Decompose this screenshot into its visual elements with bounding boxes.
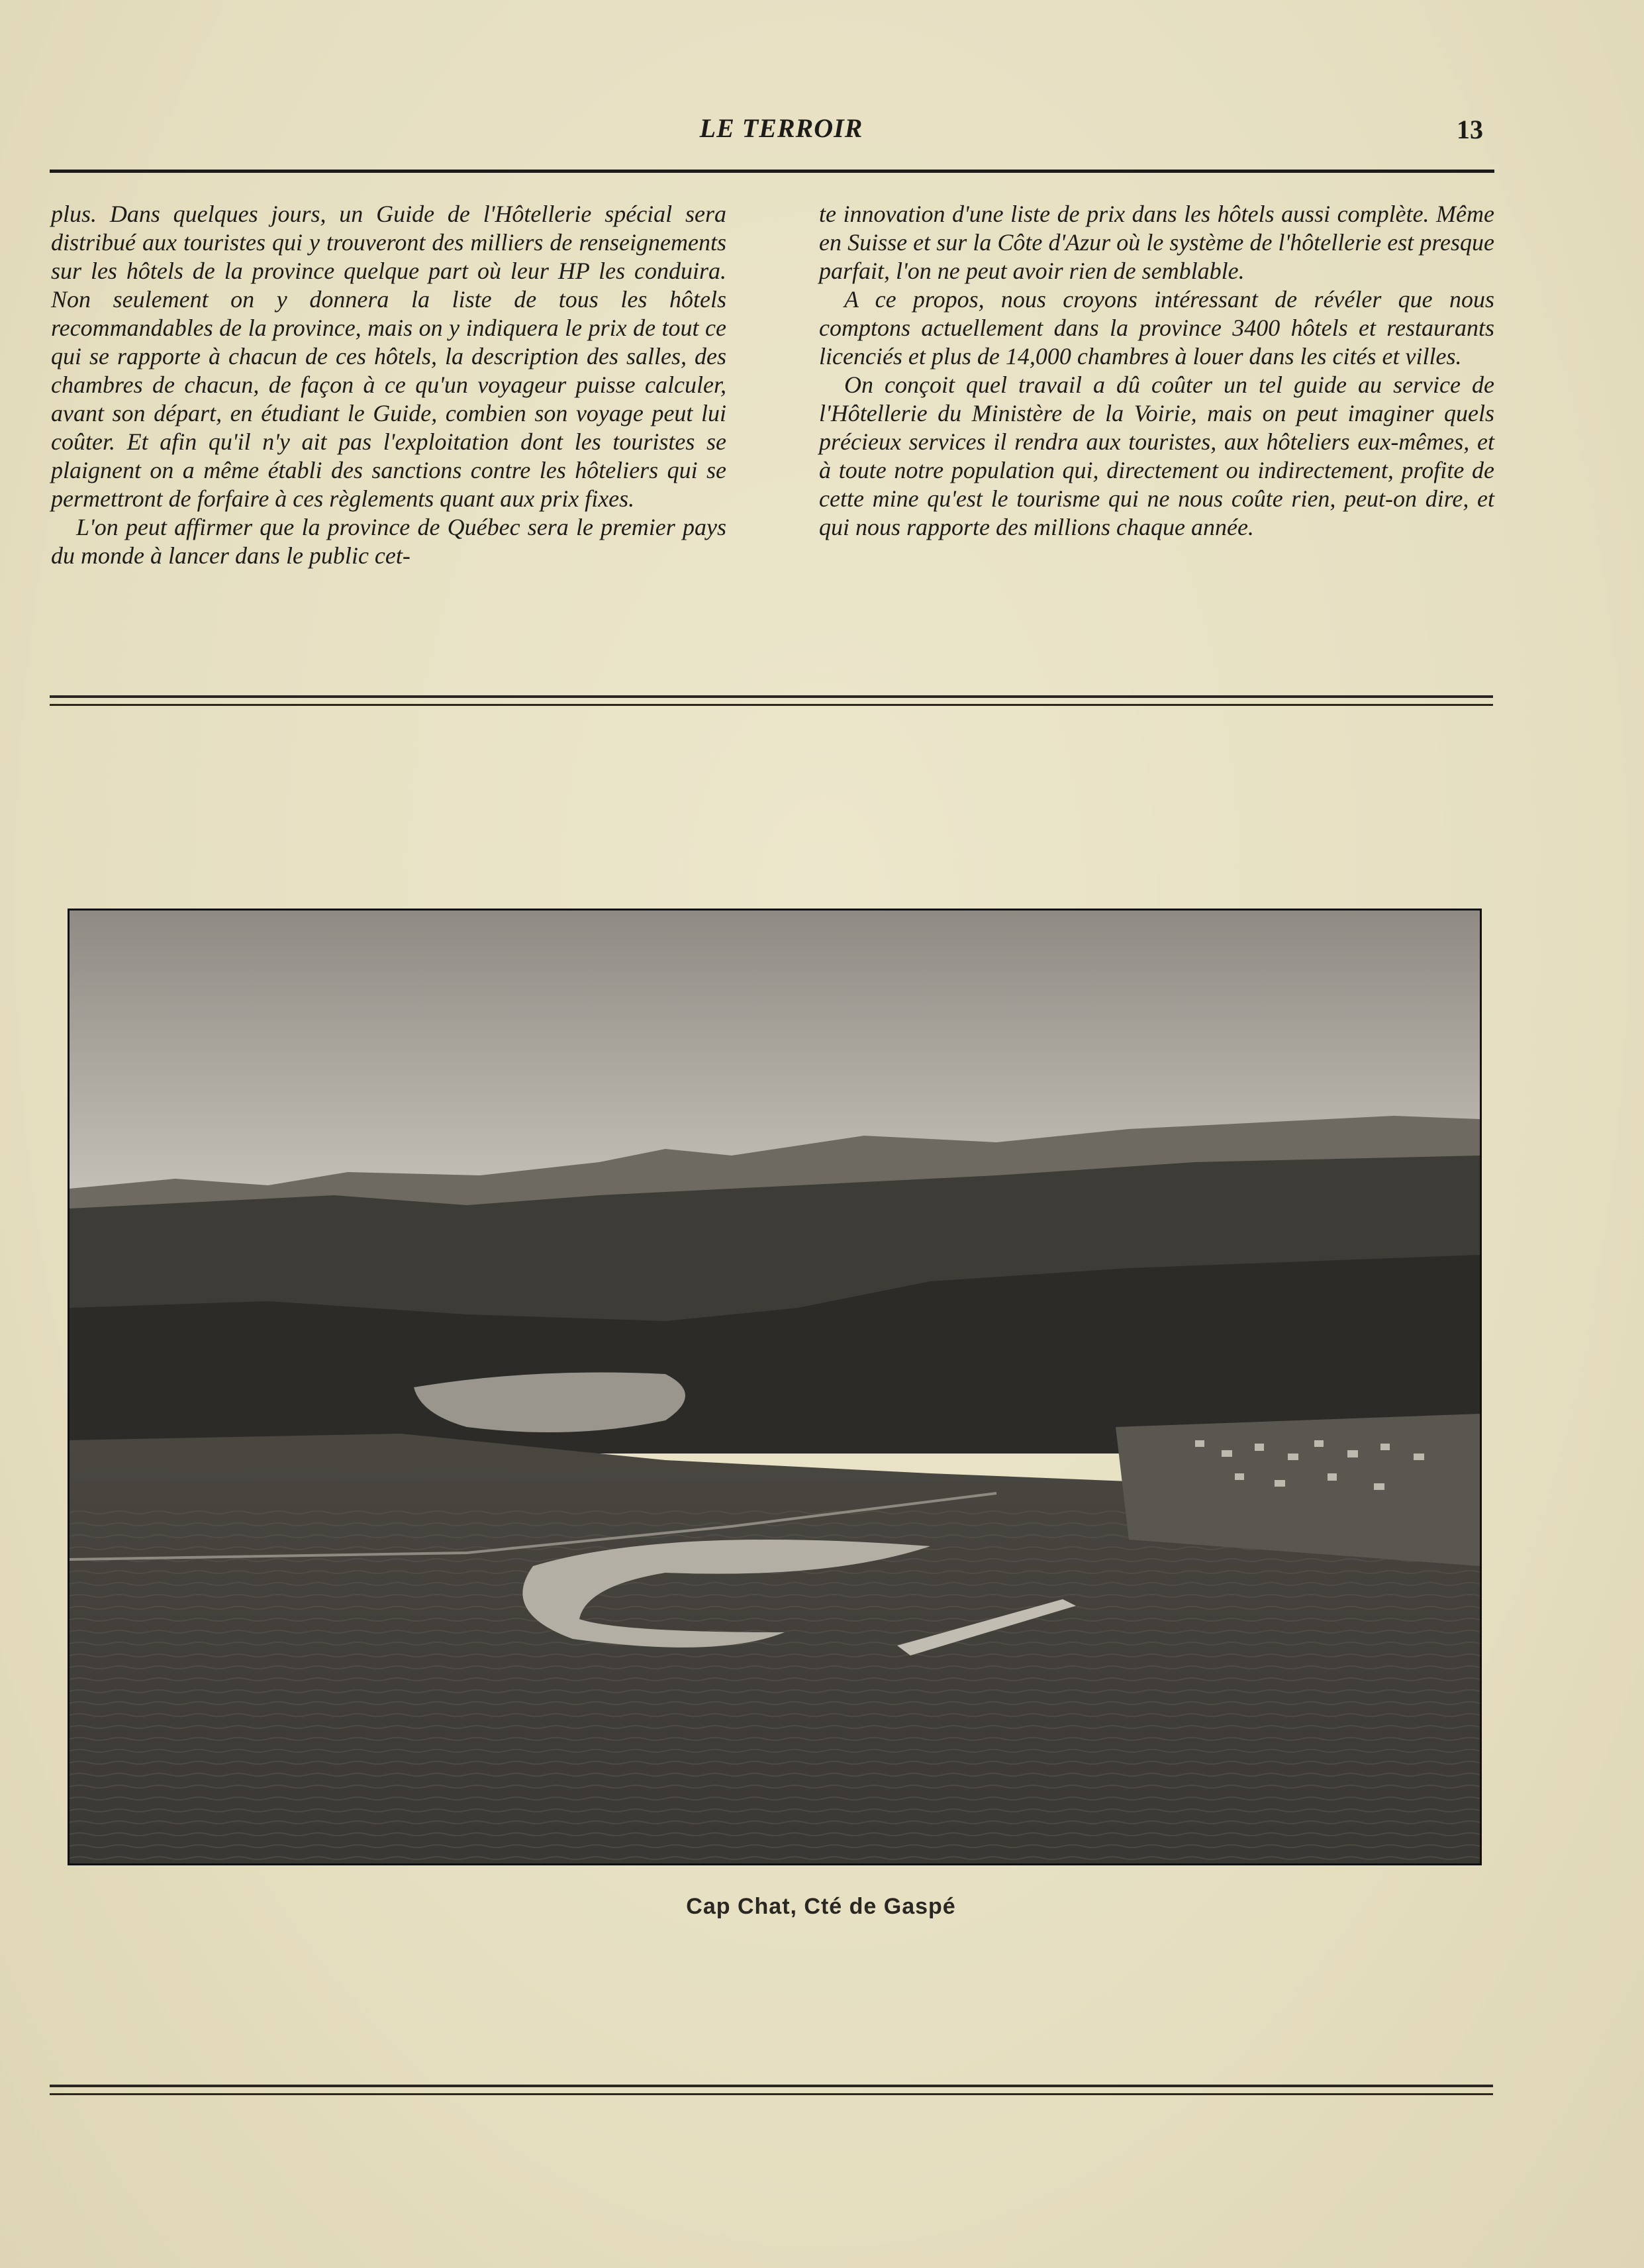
section-divider <box>50 695 1493 706</box>
section-divider <box>50 2085 1493 2095</box>
header-rule <box>50 170 1494 173</box>
page-number: 13 <box>1457 115 1483 144</box>
paragraph: On conçoit quel travail a dû coûter un tel guide au service de l'Hôtellerie du Ministère de la Voirie, mais on peut imaginer quels précieux services il rendra aux touristes, aux hôteliers eux-mêmes, et à toute notre population qui, directement ou indirectement, profite de cette mine qu'est le tourisme qui ne nous coûte rien, peut-on dire, et qui nous rapporte des millions chaque année. <box>819 371 1494 540</box>
paragraph: A ce propos, nous croyons intéressant de révéler que nous comptons actuellement dans la province 3400 hôtels et restaurants licenciés et plus de 14,000 chambres à louer dans les cités et villes. <box>819 286 1494 370</box>
landscape-photo <box>68 909 1482 1865</box>
article-column-right <box>819 200 1494 542</box>
paragraph: te innovation d'une liste de prix dans les hôtels aussi complète. Même en Suisse et sur la Côte d'Azur où le système de l'hôtellerie est presque parfait, l'on ne peut avoir rien de semblable. <box>819 201 1494 284</box>
article-column-left <box>51 200 726 570</box>
aerial-view-illustration <box>70 911 1480 1863</box>
photo-caption: Cap Chat, Cté de Gaspé <box>686 1894 956 1919</box>
paragraph: L'on peut affirmer que la province de Québec sera le premier pays du monde à lancer dans le public cet- <box>51 514 726 569</box>
running-header-title: LE TERROIR <box>699 113 863 143</box>
paragraph: plus. Dans quelques jours, un Guide de l'Hôtellerie spécial sera distribué aux touristes qui y trouveront des milliers de renseignements sur les hôtels de la province quelque part où leur HP les conduira. Non seulement on y donnera la liste de tous les hôtels recommandables de la province, mais on y indiquera le prix de tout ce qui se rapporte à chacun de ces hôtels, la description des salles, des chambres de chacun, de façon à ce qu'un voyageur puisse calculer, avant son départ, en étudiant le Guide, combien son voyage peut lui coûter. Et afin qu'il n'y ait pas l'exploitation dont les touristes se plaignent on a même établi des sanctions contre les hôteliers qui se permettront de forfaire à ces règlements quant aux prix fixes. <box>51 201 726 512</box>
